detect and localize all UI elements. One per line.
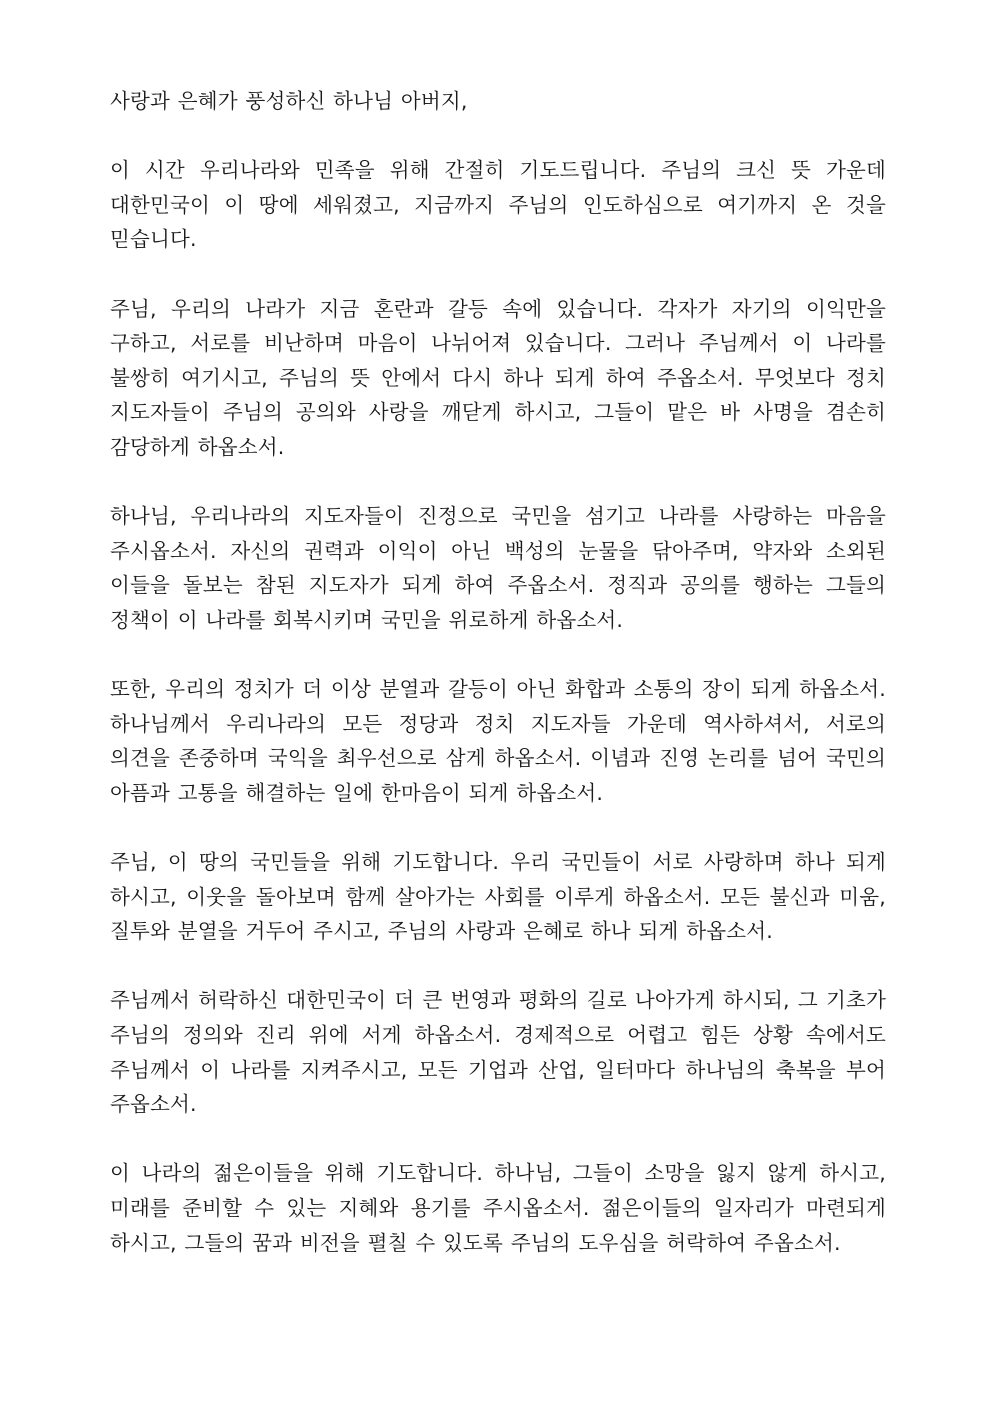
- paragraph-citizens: 주님, 이 땅의 국민들을 위해 기도합니다. 우리 국민들이 서로 사랑하며 하나 되게 하시고, 이웃을 돌아보며 함께 살아가는 사회를 이루게 하옵소서. 모든 불신과 미움, 질투와 분열을 거두어 주시고, 주님의 사랑과 은혜로 하나 되게 하옵소서.: [110, 850, 886, 944]
- paragraph-politics: 또한, 우리의 정치가 더 이상 분열과 갈등이 아닌 화합과 소통의 장이 되게 하옵소서. 하나님께서 우리나라의 모든 정당과 정치 지도자들 가운데 역사하셔서, 서로의 의견을 존중하며 국익을 최우선으로 삼게 하옵소서. 이념과 진영 논리를 넘어 국민의 아픔과 고통을 해결하는 일에 한마음이 되게 하옵소서.: [110, 677, 886, 805]
- paragraph-leaders: 하나님, 우리나라의 지도자들이 진정으로 국민을 섬기고 나라를 사랑하는 마음을 주시옵소서. 자신의 권력과 이익이 아닌 백성의 눈물을 닦아주며, 약자와 소외된 이들을 돌보는 참된 지도자가 되게 하여 주옵소서. 정직과 공의를 행하는 그들의 정책이 이 나라를 회복시키며 국민을 위로하게 하옵소서.: [110, 504, 886, 632]
- prayer-text-body: [110, 84, 886, 1260]
- paragraph-prosperity: 주님께서 허락하신 대한민국이 더 큰 번영과 평화의 길로 나아가게 하시되, 그 기초가 주님의 정의와 진리 위에 서게 하옵소서. 경제적으로 어렵고 힘든 상황 속에서도 주님께서 이 나라를 지켜주시고, 모든 기업과 산업, 일터마다 하나님의 축복을 부어 주옵소서.: [110, 988, 886, 1117]
- paragraph-nation-prayer: 이 시간 우리나라와 민족을 위해 간절히 기도드립니다. 주님의 크신 뜻 가운데 대한민국이 이 땅에 세워졌고, 지금까지 주님의 인도하심으로 여기까지 온 것을 믿습니다.: [110, 158, 886, 252]
- paragraph-opening-address: 사랑과 은혜가 풍성하신 하나님 아버지,: [110, 89, 468, 113]
- paragraph-youth: 이 나라의 젊은이들을 위해 기도합니다. 하나님, 그들이 소망을 잃지 않게 하시고, 미래를 준비할 수 있는 지혜와 용기를 주시옵소서. 젊은이들의 일자리가 마련되게 하시고, 그들의 꿈과 비전을 펼칠 수 있도록 주님의 도우심을 허락하여 주옵소서.: [110, 1161, 886, 1255]
- paragraph-conflict: 주님, 우리의 나라가 지금 혼란과 갈등 속에 있습니다. 각자가 자기의 이익만을 구하고, 서로를 비난하며 마음이 나뉘어져 있습니다. 그러나 주님께서 이 나라를 불쌍히 여기시고, 주님의 뜻 안에서 다시 하나 되게 하여 주옵소서. 무엇보다 정치 지도자들이 주님의 공의와 사랑을 깨닫게 하시고, 그들이 맡은 바 사명을 겸손히 감당하게 하옵소서.: [110, 296, 886, 459]
